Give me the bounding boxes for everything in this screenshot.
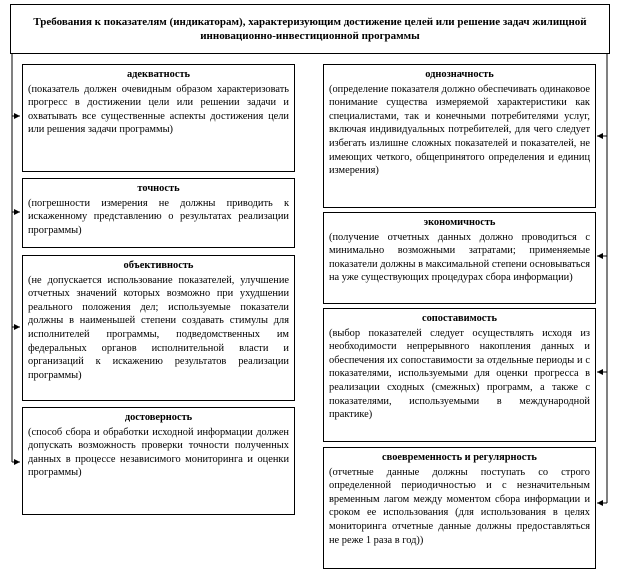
criterion-description: (способ сбора и обработки исходной информации должен допускать возможность проверки точности полученных данных в процессе независимого мониторинга и оценки программы) xyxy=(28,426,289,479)
criterion-name: адекватность xyxy=(126,69,191,80)
criterion-description: (выбор показателей следует осуществлять исходя из необходимости непрерывного накопления данных и обеспечения их сопоставимости за отдельные периоды и с показателями, используемыми для оценки прогресса в реализации сходных (смежных) программ, а также с показателями, используемыми в международной практике) xyxy=(329,327,590,421)
criterion-description: (получение отчетных данных должно проводиться с минимально возможными затратами; применяемые показатели должны в максимальной степени основываться на уже существующих процедурах сбора информации) xyxy=(329,231,590,284)
criterion-name: достоверность xyxy=(124,412,193,423)
criterion-name: объективность xyxy=(123,260,194,271)
diagram-title xyxy=(10,4,610,54)
criterion-name: своевременность и регулярность xyxy=(382,452,537,463)
criterion-name: точность xyxy=(137,183,180,194)
criterion-name: экономичность xyxy=(423,217,496,228)
criterion-description: (показатель должен очевидным образом характеризовать прогресс в достижении цели или решении задачи и охватывать все существенные аспекты достижения цели или решения задачи программы) xyxy=(28,83,289,136)
criterion-name: однозначность xyxy=(425,69,494,80)
criterion-name: сопоставимость xyxy=(422,313,497,324)
criterion-reliability xyxy=(22,407,295,515)
criterion-comparability xyxy=(323,308,596,442)
criterion-accuracy xyxy=(22,178,295,248)
criterion-objectivity xyxy=(22,255,295,401)
criterion-description: (погрешности измерения не должны приводить к искаженному представлению о результатах реализации программы) xyxy=(28,197,289,236)
criterion-timeliness xyxy=(323,447,596,569)
criterion-economy xyxy=(323,212,596,304)
criterion-description: (отчетные данные должны поступать со строго определенной периодичностью и с незначительным временным лагом между моментом сбора информации и сроком ее использования (для использования в целях мониторинга отчетные данные должны предоставляться не реже 1 раза в год)) xyxy=(329,466,590,546)
criterion-description: (не допускается использование показателей, улучшение отчетных значений которых возможно при ухудшении реального положения дел; используемые показатели должны в наименьшей степени создавать стимулы для исполнителей программы, подведомственных им федеральных органов исполнительной власти и организаций к искажению результатов реализации программы) xyxy=(28,274,289,381)
criterion-description: (определение показателя должно обеспечивать одинаковое понимание существа измеряемой характеристики как специалистами, так и конечными потребителями услуг, включая индивидуальных потребителей, для чего следует избегать излишне сложных показателей и показателей, не имеющих четкого, общепринятого определения и единиц измерения) xyxy=(329,83,590,177)
diagram-title-text: Требования к показателям (индикаторам), характеризующим достижение целей или решение задач жилищной инновационно-инвестиционной программы xyxy=(33,16,587,42)
criterion-adequacy xyxy=(22,64,295,172)
criterion-unambiguity xyxy=(323,64,596,208)
